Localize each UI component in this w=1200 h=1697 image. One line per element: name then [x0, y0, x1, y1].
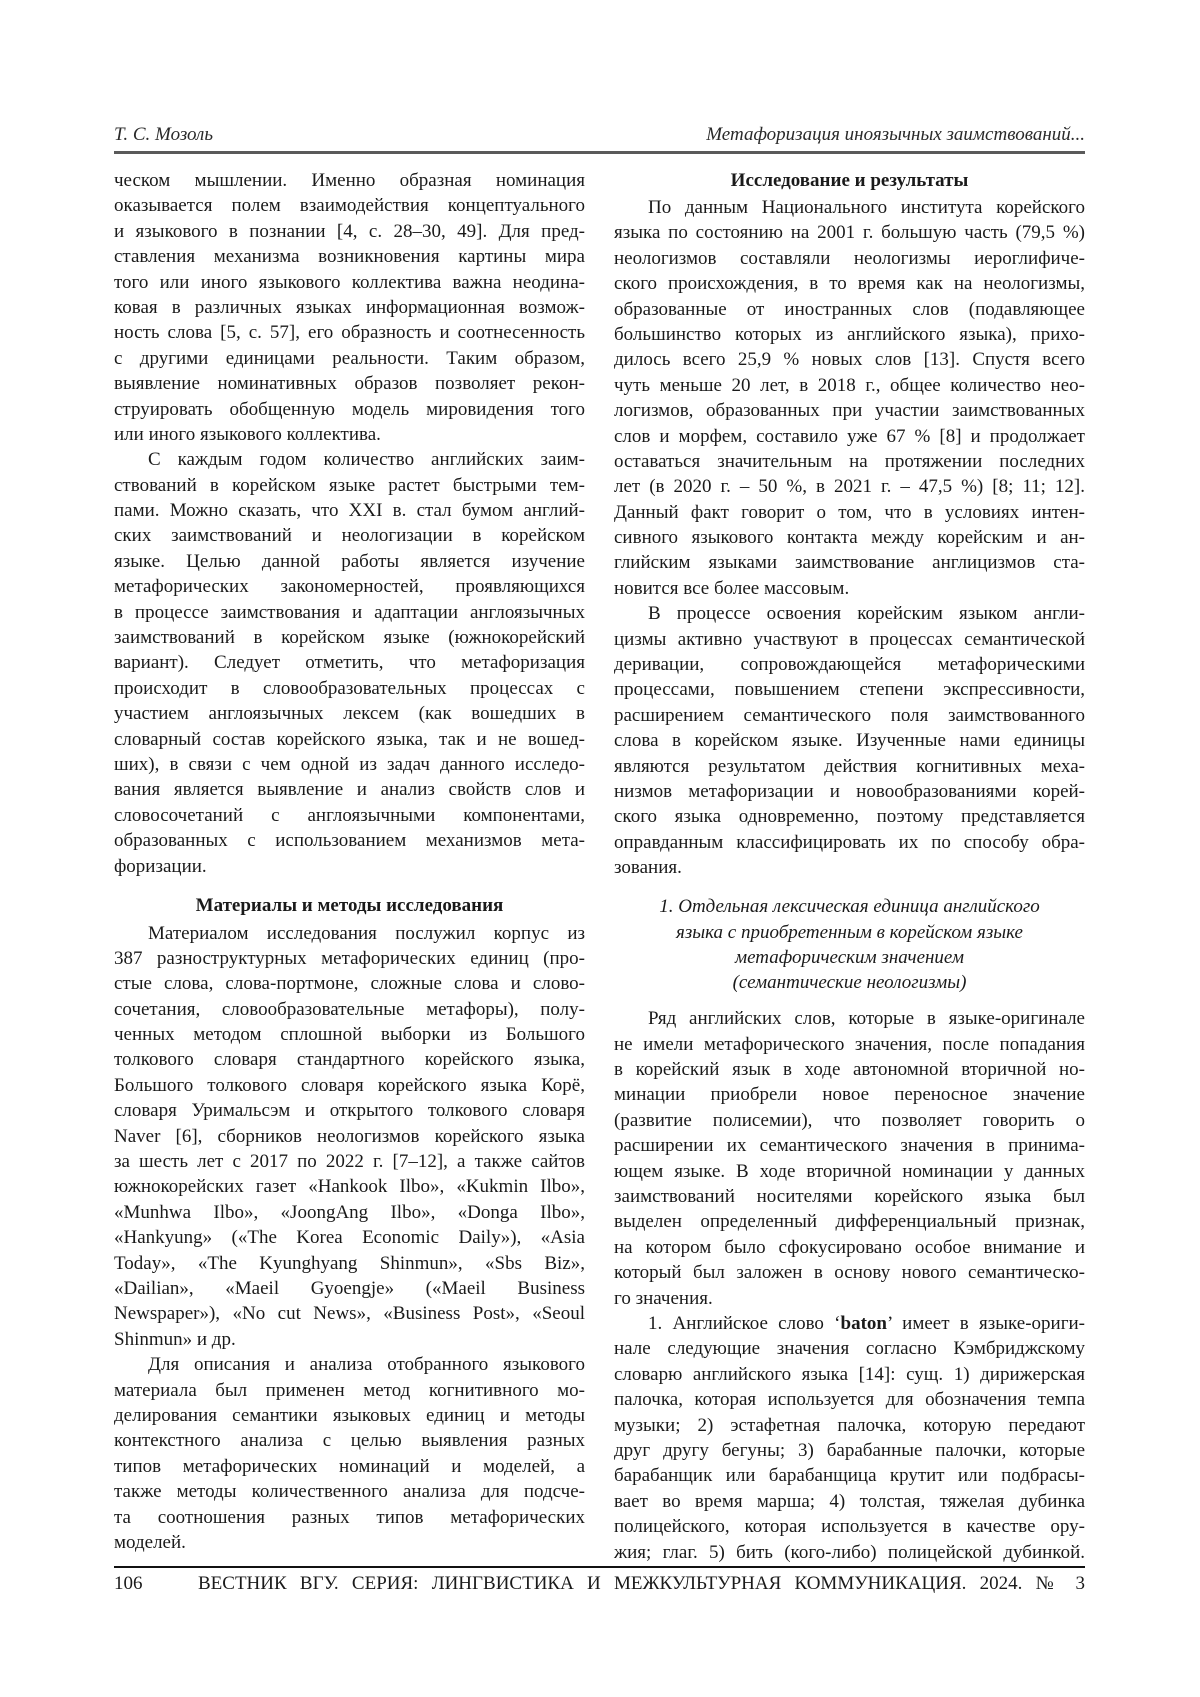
text-line: не имели метафорического значения, после попадания [614, 1032, 1085, 1057]
text-line: процессами, повышением степени экспрессивности, [614, 677, 1085, 702]
text-line: Newspaper»), «No cut News», «Business Post», «Seoul [114, 1301, 585, 1326]
paragraph [614, 1006, 1085, 1311]
paragraph [114, 1352, 585, 1555]
text-line: вариант). Следует отметить, что метафоризация [114, 650, 585, 675]
text-line: Ряд английских слов, которые в языке-оригинале [614, 1006, 1085, 1031]
paragraph [114, 921, 585, 1353]
text-line: оправданным классифицировать их по способу обра- [614, 830, 1085, 855]
text-line: Материалом исследования послужил корпус из [114, 921, 585, 946]
text-line: ность слова [5, с. 57], его образность и соотнесенность [114, 320, 585, 345]
text-fragment: ’ имеет в языке-ориги- [887, 1313, 1085, 1334]
text-line: словаря Уримальсэм и открытого толкового словаря [114, 1098, 585, 1123]
text-line: делирования семантики языковых единиц и методы [114, 1403, 585, 1428]
text-line: с другими единицами реальности. Таким образом, [114, 346, 585, 371]
text-line: палочка, которая используется для обозначения темпа [614, 1387, 1085, 1412]
text-line: лет (в 2020 г. – 50 %, в 2021 г. – 47,5 %) [8; 11; 12]. [614, 474, 1085, 499]
text-line: ставления механизма возникновения картины мира [114, 244, 585, 269]
subsection-heading-line: метафорическим значением [614, 945, 1085, 970]
section-heading: Исследование и результаты [614, 168, 1085, 193]
text-line: ских заимствований и неологизации в корейском [114, 523, 585, 548]
text-line: ших), в связи с чем одной из задач данного исследо- [114, 752, 585, 777]
text-line: расширением семантического поля заимствованного [614, 703, 1085, 728]
text-line: Данный факт говорит о том, что в условиях интен- [614, 500, 1085, 525]
text-line: 387 разноструктурных метафорических единиц (про- [114, 946, 585, 971]
text-line: минации приобрели новое переносное значение [614, 1082, 1085, 1107]
text-line: го значения. [614, 1286, 1085, 1311]
footer-rule [114, 1566, 1085, 1568]
text-line: участием англоязычных лексем (как вошедших в [114, 701, 585, 726]
text-line: чуть меньше 20 лет, в 2018 г., общее количество нео- [614, 373, 1085, 398]
subsection-heading [614, 894, 1085, 996]
text-line: нале следующие значения согласно Кэмбриджскому [614, 1336, 1085, 1361]
running-header-title: Метафоризация иноязычных заимствований... [706, 122, 1085, 148]
text-fragment: 1. Английское слово ‘ [648, 1313, 841, 1334]
text-line: (развитие полисемии), что позволяет говорить о [614, 1108, 1085, 1133]
text-line: оставаться значительным на протяжении последних [614, 449, 1085, 474]
text-line: южнокорейских газет «Hankook Ilbo», «Kukmin Ilbo», [114, 1174, 585, 1199]
text-line: ченных методом сплошной выборки из Большого [114, 1022, 585, 1047]
text-line: неологизмов составляли неологизмы иероглифиче- [614, 246, 1085, 271]
text-line: в корейский язык в ходе автономной вторичной но- [614, 1057, 1085, 1082]
text-line: жия; глаг. 5) бить (кого-либо) полицейской дубинкой. [614, 1540, 1085, 1565]
text-line: Today», «The Kyunghyang Shinmun», «Sbs Biz», [114, 1251, 585, 1276]
text-line: Большого толкового словаря корейского языка Корё, [114, 1073, 585, 1098]
text-line: на котором было сфокусировано особое внимание и [614, 1235, 1085, 1260]
text-line: ского языка одновременно, поэтому представляется [614, 804, 1085, 829]
text-line: пами. Можно сказать, что XXI в. стал бумом англий- [114, 498, 585, 523]
text-line: форизации. [114, 854, 585, 879]
subsection-heading-line: языка с приобретенным в корейском языке [614, 920, 1085, 945]
text-line: словарю английского языка [14]: сущ. 1) дирижерская [614, 1362, 1085, 1387]
text-line: логизмов, образованных при участии заимствованных [614, 398, 1085, 423]
text-line: того или иного языкового коллектива важна неодина- [114, 270, 585, 295]
section-heading: Материалы и методы исследования [114, 893, 585, 918]
paragraph [114, 168, 585, 447]
text-line: глийским языками заимствование англицизмов ста- [614, 550, 1085, 575]
text-line: языка по состоянию на 2001 г. большую часть (79,5 %) [614, 220, 1085, 245]
text-line: «Hankyung» («The Korea Economic Daily»), «Asia [114, 1225, 585, 1250]
right-column [614, 168, 1085, 1565]
text-line: ческом мышлении. Именно образная номинация [114, 168, 585, 193]
text-line: словарный состав корейского языка, так и не вошед- [114, 727, 585, 752]
term-bold: baton [841, 1313, 887, 1334]
text-line: метафорических закономерностей, проявляющихся [114, 574, 585, 599]
text-line: материала был применен метод когнитивного мо- [114, 1378, 585, 1403]
text-line: та соотношения разных типов метафорических [114, 1505, 585, 1530]
text-line [614, 1311, 1085, 1336]
text-line: В процессе освоения корейским языком англи- [614, 601, 1085, 626]
paragraph [114, 447, 585, 879]
text-line: и языкового в познании [4, с. 28–30, 49]. Для пред- [114, 219, 585, 244]
text-line: расширении их семантического значения в принима- [614, 1133, 1085, 1158]
text-line: «Munhwa Ilbo», «JoongAng Ilbo», «Donga Ilbo», [114, 1200, 585, 1225]
text-line: друг другу бегуны; 3) барабанные палочки, которые [614, 1438, 1085, 1463]
running-header-author: Т. С. Мозоль [114, 122, 213, 148]
text-line: сочетания, словообразовательные метафоры), полу- [114, 997, 585, 1022]
text-line: Shinmun» и др. [114, 1327, 585, 1352]
text-line: являются результатом действия когнитивных меха- [614, 754, 1085, 779]
text-line: большинство которых из английского языка), прихо- [614, 322, 1085, 347]
text-line: образованные от иностранных слов (подавляющее [614, 297, 1085, 322]
text-line: слов и морфем, составило уже 67 % [8] и продолжает [614, 424, 1085, 449]
text-line: заимствований в корейском языке (южнокорейский [114, 625, 585, 650]
text-line: Naver [6], сборников неологизмов корейского языка [114, 1124, 585, 1149]
text-line: ющем языке. В ходе вторичной номинации у данных [614, 1159, 1085, 1184]
text-line: слова в корейском языке. Изученные нами единицы [614, 728, 1085, 753]
text-line: музыки; 2) эстафетная палочка, которую передают [614, 1413, 1085, 1438]
text-line: ствований в корейском языке растет быстрыми тем- [114, 473, 585, 498]
text-line: оказывается полем взаимодействия концептуального [114, 193, 585, 218]
text-line: также методы количественного анализа для подсче- [114, 1479, 585, 1504]
text-line: низмов метафоризации и новообразованиями корей- [614, 779, 1085, 804]
left-column [114, 168, 585, 1555]
subsection-heading-line: (семантические неологизмы) [614, 970, 1085, 995]
text-line: ского происхождения, в то время как на неологизмы, [614, 271, 1085, 296]
text-line: ковая в различных языках информационная возмож- [114, 295, 585, 320]
text-line: выявление номинативных образов позволяет рекон- [114, 371, 585, 396]
text-line: По данным Национального института корейского [614, 195, 1085, 220]
subsection-heading-line: 1. Отдельная лексическая единица английского [614, 894, 1085, 919]
text-line: полицейского, которая используется в качестве ору- [614, 1514, 1085, 1539]
text-line: цизмы активно участвуют в процессах семантической [614, 627, 1085, 652]
text-line: вания является выявление и анализ свойств слов и [114, 777, 585, 802]
text-line: струировать обобщенную модель мировидения того [114, 397, 585, 422]
text-line: происходит в словообразовательных процессах с [114, 676, 585, 701]
paragraph [614, 1311, 1085, 1565]
text-line: Для описания и анализа отобранного языкового [114, 1352, 585, 1377]
text-line: вает во время марша; 4) толстая, тяжелая дубинка [614, 1489, 1085, 1514]
page-number: 106 [114, 1571, 198, 1597]
text-line: зования. [614, 855, 1085, 880]
text-line: языке. Целью данной работы является изучение [114, 549, 585, 574]
text-line: образованных с использованием механизмов мета- [114, 828, 585, 853]
paragraph [614, 601, 1085, 880]
text-line: словосочетаний с англоязычными компонентами, [114, 803, 585, 828]
page-footer [114, 1571, 1085, 1597]
text-line: барабанщик или барабанщица крутит или подбрасы- [614, 1463, 1085, 1488]
text-line: или иного языкового коллектива. [114, 422, 585, 447]
text-line: за шесть лет с 2017 по 2022 г. [7–12], а также сайтов [114, 1149, 585, 1174]
text-line: С каждым годом количество английских заим- [114, 447, 585, 472]
text-line: типов метафорических номинаций и моделей, а [114, 1454, 585, 1479]
text-line: деривации, сопровождающейся метафорическими [614, 652, 1085, 677]
text-line: в процессе заимствования и адаптации англоязычных [114, 600, 585, 625]
text-line: выделен определенный дифференциальный признак, [614, 1209, 1085, 1234]
text-line: сивного языкового контакта между корейским и ан- [614, 525, 1085, 550]
text-line: «Dailian», «Maeil Gyoengje» («Maeil Business [114, 1276, 585, 1301]
text-line: стые слова, слова-портмоне, сложные слова и слово- [114, 971, 585, 996]
text-line: новится все более массовым. [614, 576, 1085, 601]
text-line: контекстного анализа с целью выявления разных [114, 1428, 585, 1453]
text-line: толкового словаря стандартного корейского языка, [114, 1047, 585, 1072]
text-line: заимствований носителями корейского языка был [614, 1184, 1085, 1209]
header-rule [114, 151, 1085, 154]
text-line: моделей. [114, 1530, 585, 1555]
journal-title: ВЕСТНИК ВГУ. СЕРИЯ: ЛИНГВИСТИКА И МЕЖКУЛЬТУРНАЯ КОММУНИКАЦИЯ. 2024. № 3 [198, 1571, 1085, 1597]
paragraph [614, 195, 1085, 601]
text-line: дилось всего 25,9 % новых слов [13]. Спустя всего [614, 347, 1085, 372]
text-line: который был заложен в основу нового семантическо- [614, 1260, 1085, 1285]
